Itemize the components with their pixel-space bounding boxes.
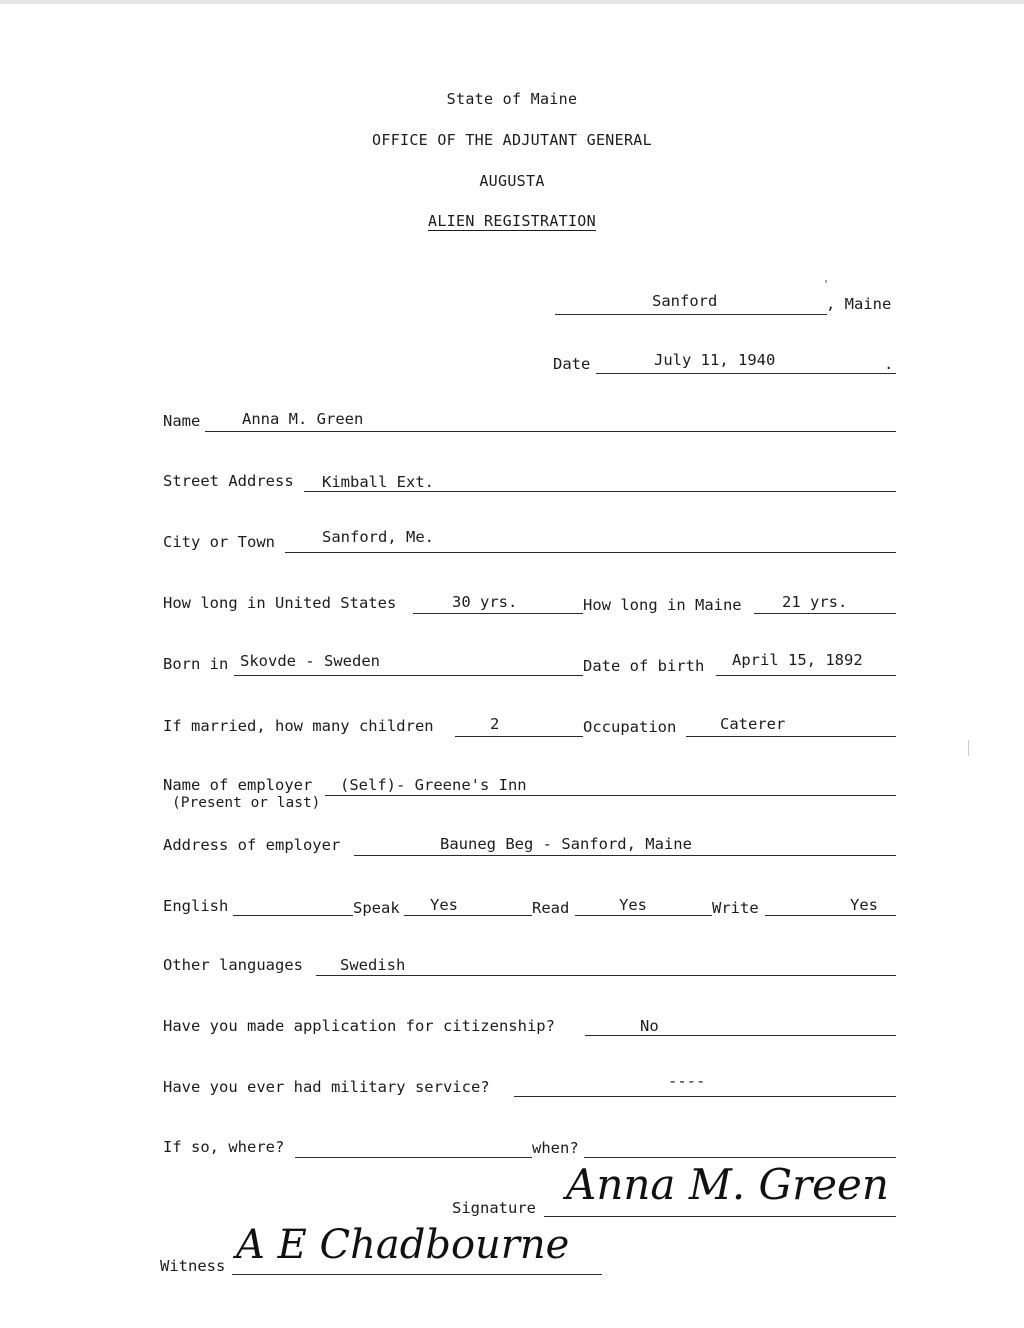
other-languages-line bbox=[316, 975, 896, 976]
write-line bbox=[765, 915, 896, 916]
employer-value: (Self)- Greene's Inn bbox=[340, 776, 527, 794]
dob-label: Date of birth bbox=[583, 657, 705, 675]
us-years-label: How long in United States bbox=[163, 594, 397, 612]
employer-label: Name of employer bbox=[163, 776, 313, 794]
form-title: ALIEN REGISTRATION bbox=[428, 212, 596, 230]
maine-years-value: 21 yrs. bbox=[782, 593, 848, 611]
header-office: OFFICE OF THE ADJUTANT GENERAL bbox=[372, 131, 652, 149]
other-languages-label: Other languages bbox=[163, 956, 303, 974]
signature-handwriting: Anna M. Green bbox=[566, 1160, 889, 1209]
military-line bbox=[514, 1096, 896, 1097]
write-value: Yes bbox=[850, 896, 878, 914]
header-city: AUGUSTA bbox=[479, 172, 545, 190]
date-end: . bbox=[884, 355, 894, 373]
employer-sublabel: (Present or last) bbox=[172, 795, 321, 811]
employer-line bbox=[325, 795, 896, 796]
military-value: ---- bbox=[668, 1072, 706, 1090]
english-label: English bbox=[163, 897, 229, 915]
witness-handwriting: A E Chadbourne bbox=[236, 1222, 570, 1268]
dob-line bbox=[716, 675, 896, 676]
street-line bbox=[304, 491, 896, 492]
citizenship-line bbox=[585, 1035, 896, 1036]
name-value: Anna M. Green bbox=[242, 410, 364, 428]
speak-value: Yes bbox=[430, 896, 458, 914]
maine-years-line bbox=[754, 613, 896, 614]
read-line bbox=[575, 915, 712, 916]
citizenship-label: Have you made application for citizenship? bbox=[163, 1017, 555, 1035]
children-label: If married, how many children bbox=[163, 717, 434, 735]
dob-value: April 15, 1892 bbox=[732, 651, 863, 669]
read-label: Read bbox=[532, 899, 570, 917]
us-years-value: 30 yrs. bbox=[452, 593, 518, 611]
place-line bbox=[555, 314, 827, 315]
date-line bbox=[596, 373, 896, 374]
occupation-label: Occupation bbox=[583, 718, 677, 736]
citizenship-value: No bbox=[640, 1017, 659, 1035]
where-label: If so, where? bbox=[163, 1138, 285, 1156]
speak-line bbox=[404, 915, 532, 916]
name-line bbox=[205, 431, 896, 432]
when-label: when? bbox=[532, 1139, 579, 1157]
scan-speck bbox=[968, 740, 969, 756]
street-value: Kimball Ext. bbox=[322, 473, 434, 491]
signature-label: Signature bbox=[452, 1199, 536, 1217]
when-line bbox=[584, 1157, 896, 1158]
witness-label: Witness bbox=[160, 1257, 226, 1275]
header-state: State of Maine bbox=[446, 90, 578, 108]
city-line bbox=[285, 552, 896, 553]
children-line bbox=[455, 736, 583, 737]
speak-label: Speak bbox=[353, 899, 400, 917]
employer-address-value: Bauneg Beg - Sanford, Maine bbox=[440, 835, 692, 853]
city-value: Sanford, Me. bbox=[322, 528, 434, 546]
military-label: Have you ever had military service? bbox=[163, 1078, 490, 1096]
employer-address-line bbox=[354, 855, 896, 856]
read-value: Yes bbox=[619, 896, 647, 914]
occupation-value: Caterer bbox=[720, 715, 786, 733]
date-label: Date bbox=[553, 355, 591, 373]
place-suffix: , Maine bbox=[826, 295, 892, 313]
english-line bbox=[233, 915, 353, 916]
scan-edge bbox=[0, 0, 1024, 4]
us-years-line bbox=[413, 613, 583, 614]
where-line bbox=[295, 1157, 532, 1158]
maine-years-label: How long in Maine bbox=[583, 596, 742, 614]
born-value: Skovde - Sweden bbox=[240, 652, 380, 670]
employer-address-label: Address of employer bbox=[163, 836, 341, 854]
witness-line bbox=[232, 1274, 602, 1275]
born-line bbox=[234, 675, 583, 676]
scan-speck bbox=[825, 280, 827, 283]
write-label: Write bbox=[712, 899, 759, 917]
children-value: 2 bbox=[490, 715, 500, 733]
occupation-line bbox=[686, 736, 896, 737]
place-value: Sanford bbox=[652, 292, 718, 310]
name-label: Name bbox=[163, 412, 201, 430]
street-label: Street Address bbox=[163, 472, 294, 490]
city-label: City or Town bbox=[163, 533, 275, 551]
date-value: July 11, 1940 bbox=[654, 351, 776, 369]
born-label: Born in bbox=[163, 655, 229, 673]
other-languages-value: Swedish bbox=[340, 956, 406, 974]
signature-line bbox=[544, 1216, 896, 1217]
